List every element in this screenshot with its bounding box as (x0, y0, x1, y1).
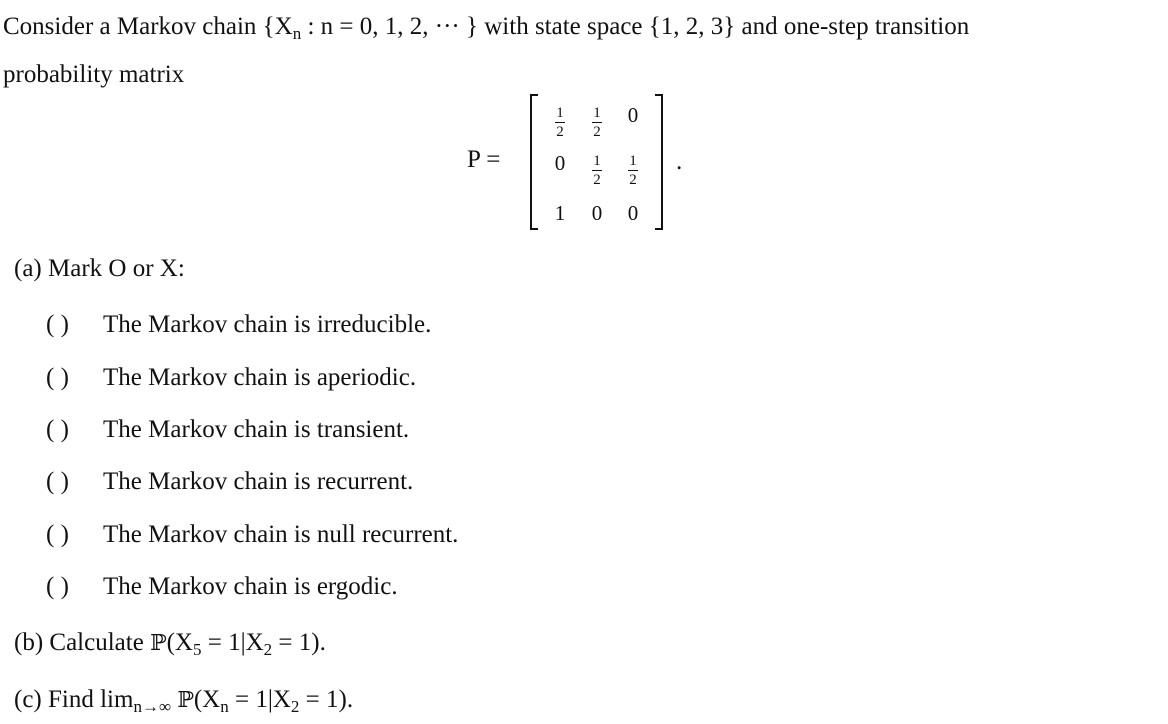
matrix-cell-r3-c1: 1 (554, 201, 566, 225)
part-c-sub2: 2 (290, 697, 300, 716)
mark-item-text: The Markov chain is aperiodic. (103, 364, 417, 391)
fraction (592, 154, 602, 187)
fraction (628, 154, 638, 187)
fraction (555, 106, 565, 139)
fraction-denominator: 2 (556, 124, 564, 140)
mark-item (46, 363, 416, 393)
part-b-label: (b) Calculate (14, 629, 151, 656)
matrix-right-bracket (655, 94, 663, 230)
part-b-mid: = 1|X (201, 629, 264, 656)
intro-line-1 (3, 12, 969, 42)
matrix-cell-r1-c2 (582, 98, 612, 139)
intro-line-2: probability matrix (3, 61, 185, 88)
part-b-sub2: 2 (263, 640, 273, 659)
part-c-sub1: n (220, 697, 229, 716)
part-b (14, 628, 326, 659)
matrix-label: P = (467, 146, 501, 173)
part-c-prob: ℙ (177, 688, 194, 713)
answer-blank[interactable]: ( ) (46, 364, 69, 391)
answer-blank[interactable]: ( ) (46, 573, 69, 600)
part-b-end: = 1). (272, 629, 326, 656)
part-c-label: (c) Find lim (14, 686, 134, 713)
answer-blank[interactable]: ( ) (46, 416, 69, 443)
mark-item (46, 572, 398, 602)
fraction (592, 106, 602, 139)
answer-blank[interactable]: ( ) (46, 521, 69, 548)
matrix-cell-r2-c2 (582, 146, 612, 187)
answer-blank[interactable]: ( ) (46, 311, 69, 338)
part-a-label: (a) Mark O or X: (14, 255, 185, 282)
intro-state-space: {1, 2, 3} (648, 13, 736, 40)
answer-blank[interactable]: ( ) (46, 468, 69, 495)
fraction-bar (592, 170, 602, 171)
part-b-sub1: 5 (193, 640, 202, 659)
matrix-cell-r3-c2: 0 (591, 201, 603, 225)
mark-item (46, 467, 413, 497)
mark-item (46, 310, 431, 340)
fraction-numerator: 1 (593, 105, 601, 121)
intro-set-open: {X (262, 13, 293, 40)
intro-mid: with state space (478, 13, 649, 40)
intro-set-cond: : n = 0, 1, 2, ··· } (301, 13, 478, 40)
matrix-left-bracket (530, 94, 538, 230)
fraction-bar (592, 122, 602, 123)
part-c-mid: = 1|X (228, 686, 291, 713)
mark-item-text: The Markov chain is irreducible. (103, 311, 432, 338)
mark-item (46, 415, 409, 445)
mark-item-text: The Markov chain is null recurrent. (103, 521, 459, 548)
part-c-expr: (X (193, 686, 221, 713)
matrix-cell-r1-c3: 0 (627, 103, 639, 127)
matrix-cell-r1-c1 (545, 98, 575, 139)
intro-suffix: and one-step transition (735, 13, 970, 40)
fraction-denominator: 2 (629, 172, 637, 188)
mark-item-text: The Markov chain is recurrent. (103, 468, 414, 495)
mark-item-text: The Markov chain is transient. (103, 416, 410, 443)
part-b-expr: (X (166, 629, 193, 656)
part-c-lim-sub: n→∞ (133, 697, 172, 716)
fraction-bar (555, 122, 565, 123)
part-b-prob: ℙ (150, 631, 167, 656)
fraction-numerator: 1 (556, 105, 564, 121)
intro-prefix: Consider a Markov chain (3, 13, 263, 40)
fraction-denominator: 2 (593, 172, 601, 188)
intro-set-sub: n (292, 24, 302, 43)
fraction-numerator: 1 (629, 153, 637, 169)
matrix-cell-r2-c3 (618, 146, 648, 187)
part-c (14, 685, 353, 716)
fraction-numerator: 1 (593, 153, 601, 169)
matrix-cell-r3-c3: 0 (627, 201, 639, 225)
matrix-period: . (676, 148, 683, 175)
part-c-end: = 1). (299, 686, 354, 713)
mark-item (46, 520, 458, 550)
mark-item-text: The Markov chain is ergodic. (103, 573, 398, 600)
fraction-bar (628, 170, 638, 171)
intro-set (262, 13, 478, 43)
matrix-cell-r2-c1: 0 (554, 151, 566, 175)
fraction-denominator: 2 (593, 124, 601, 140)
